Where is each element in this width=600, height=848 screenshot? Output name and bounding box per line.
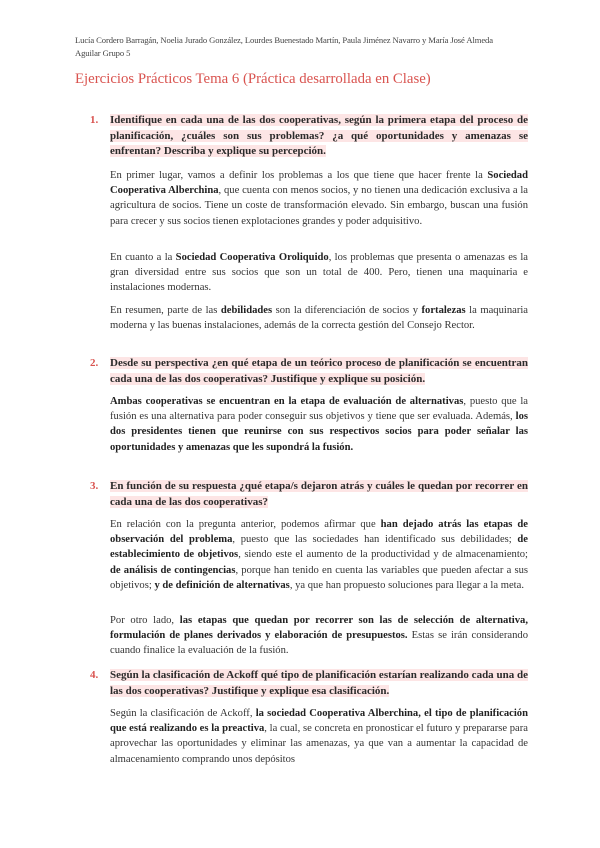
answer-3-paragraph-1: En relación con la pregunta anterior, podemos afirmar que han dejado atrás las etapas de observación del problema, puesto que las sociedades han identificado sus debilidades; de establecimiento de objetivos, siendo este el aumento de la productividad y de almacenamiento; de análisis de contingencias, porque han tenido en cuenta las variables que pueden afectar a sus objetivos; y de definición de alternativas, ya que han propuesto soluciones para llegar a la meta.	[110, 519, 529, 591]
answer-1-paragraph-2: En cuanto a la Sociedad Cooperativa Oroliquido, los problemas que presenta o amenazas es la gran diversidad entre sus socios que son un total de 400. Pero, tienen una maquinaria e instalaciones modernas.	[110, 252, 528, 294]
answer-1-paragraph-1: En primer lugar, vamos a definir los problemas a los que tiene que hacer frente la Sociedad Cooperativa Alberchina, que cuenta con menos socios, y no tienen una dedicación exclusiva a la agricultura de socios. Tiene un coste de transformación elevado. Sin embargo, buscan una fusión para crecer y sus socios tienen explotaciones grandes y poder adquisitivo.	[110, 170, 528, 227]
page-title: Ejercicios Prácticos Tema 6 (Práctica desarrollada en Clase)	[75, 71, 431, 87]
answer-4-paragraph-1: Según la clasificación de Ackoff, la sociedad Cooperativa Alberchina, el tipo de planificación que está realizando es la preactiva, la cual, se concreta en pronosticar el futuro y prepararse para aprovechar las oportunidades y eliminar las amenazas, ya que van a aumentar la capacidad de almacenamiento comprando unos depósitos	[110, 708, 528, 765]
question-number: 1.	[90, 114, 99, 126]
question-3	[90, 479, 528, 510]
question-text: Desde su perspectiva ¿en qué etapa de un teórico proceso de planificación se encuentran cada una de las dos cooperativas? Justifique y explique su posición.	[110, 357, 528, 385]
question-4	[90, 668, 528, 699]
answer-2-paragraph-1: Ambas cooperativas se encuentran en la etapa de evaluación de alternativas, puesto que la fusión es una alternativa para poder conseguir sus objetivos y tiene que ser evaluada. Además, los dos presidentes tienen que reunirse con sus respectivos socios para poder señalar las oportunidades y amenazas que les supondrá la fusión.	[110, 396, 529, 453]
question-1	[90, 113, 528, 160]
answer-1-paragraph-3: En resumen, parte de las debilidades son la diferenciación de socios y fortalezas la maquinaria moderna y las buenas instalaciones, además de la correcta gestión del Consejo Rector.	[110, 305, 528, 332]
question-2	[90, 356, 528, 387]
question-number: 3.	[90, 480, 99, 492]
authors-header: Lucía Cordero Barragán, Noelia Jurado González, Lourdes Buenestado Martín, Paula Jiménez Navarro y María José Almeda Aguilar Grupo 5	[75, 35, 493, 58]
question-number: 2.	[90, 357, 99, 369]
question-text: Según la clasificación de Ackoff qué tipo de planificación estarían realizando cada una de las dos cooperativas? Justifique y explique esa clasificación.	[110, 669, 528, 697]
answer-3-paragraph-2: Por otro lado, las etapas que quedan por recorrer son las de selección de alternativa, formulación de planes derivados y elaboración de presupuestos. Estas se irán considerando cuando finalice la evaluación de la fusión.	[110, 615, 528, 657]
question-number: 4.	[90, 669, 99, 681]
question-text: En función de su respuesta ¿qué etapa/s dejaron atrás y cuáles le quedan por recorrer en cada una de las dos cooperativas?	[110, 480, 528, 508]
question-text: Identifique en cada una de las dos cooperativas, según la primera etapa del proceso de planificación, ¿cuáles son sus problemas? ¿a qué oportunidades y amenazas se enfrentan? Describa y explique su percepción.	[110, 114, 528, 157]
